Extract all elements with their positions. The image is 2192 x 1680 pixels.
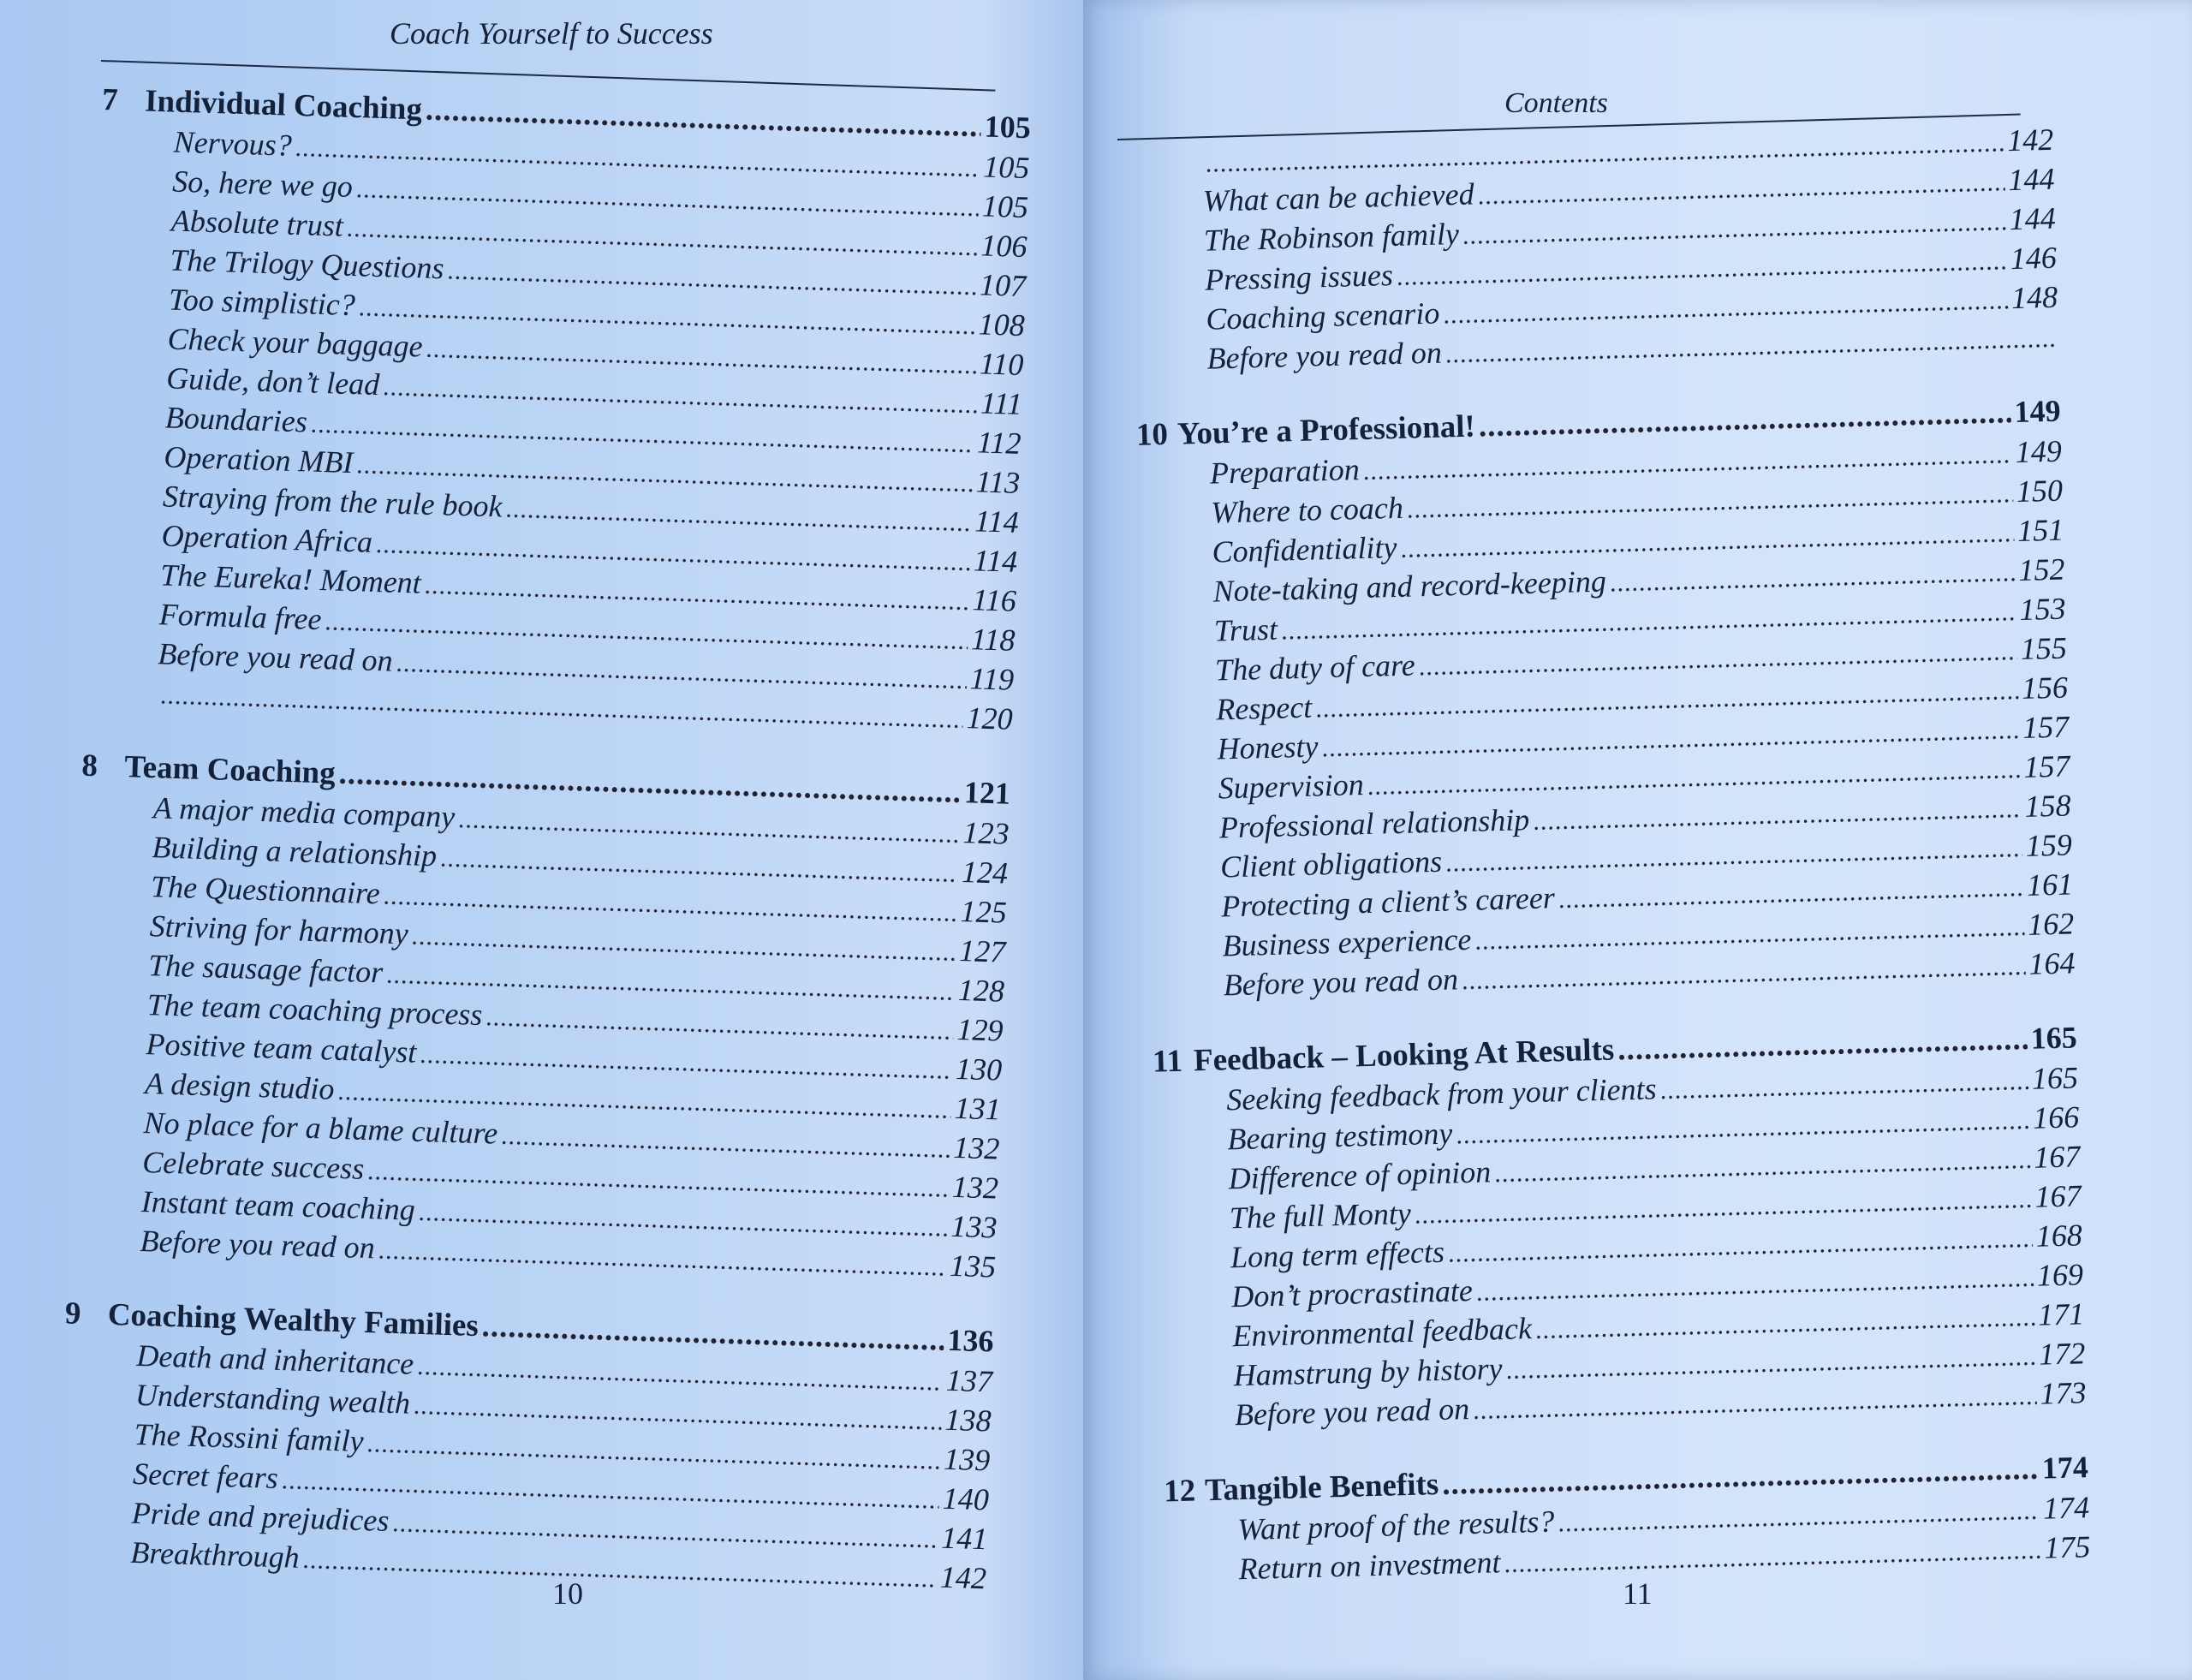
entry-page: 166 bbox=[2032, 1099, 2080, 1135]
entry-title: Positive team catalyst bbox=[145, 1027, 417, 1069]
chapter-section bbox=[1135, 390, 2076, 1007]
entry-title: Nervous? bbox=[173, 124, 293, 163]
entry-page: 173 bbox=[2040, 1375, 2088, 1411]
entry-page: 138 bbox=[944, 1402, 992, 1439]
entry-title: Seeking feedback from your clients bbox=[1225, 1071, 1658, 1117]
entry-title: Death and inheritance bbox=[135, 1337, 414, 1381]
entry-title: Pressing issues bbox=[1204, 257, 1394, 297]
entry-page: 167 bbox=[2034, 1178, 2082, 1214]
entry-title: Striving for harmony bbox=[149, 909, 409, 951]
chapter-number: 10 bbox=[1135, 416, 1169, 453]
entry-title: So, here we go bbox=[171, 164, 354, 204]
entry-title: Instant team coaching bbox=[140, 1183, 416, 1227]
entry-title: Check your baggage bbox=[167, 321, 424, 364]
entry-title: Guide, don’t lead bbox=[165, 360, 380, 402]
entry-title: The duty of care bbox=[1214, 647, 1416, 688]
entry-page: 130 bbox=[955, 1051, 1003, 1087]
entry-title: The Robinson family bbox=[1203, 216, 1460, 258]
entry-title: Before you read on bbox=[1223, 962, 1459, 1003]
entry-title: Client obligations bbox=[1219, 843, 1443, 885]
entry-title: Pride and prejudices bbox=[131, 1495, 390, 1538]
entry-title: Before you read on bbox=[1234, 1391, 1470, 1433]
entry-title: Long term effects bbox=[1230, 1234, 1445, 1275]
entry-page: 142 bbox=[2006, 122, 2054, 158]
entry-page: 125 bbox=[960, 894, 1008, 930]
entry-title: Protecting a client’s career bbox=[1220, 880, 1556, 924]
entry-page: 135 bbox=[949, 1248, 997, 1284]
entry-page: 139 bbox=[943, 1441, 991, 1478]
right-running-head: Contents bbox=[1504, 87, 1608, 119]
entry-title: Confidentiality bbox=[1211, 529, 1397, 569]
entry-page: 137 bbox=[945, 1362, 993, 1399]
entry-page: 144 bbox=[2009, 200, 2057, 237]
entry-page: 152 bbox=[2017, 551, 2065, 587]
entry-page: 128 bbox=[957, 973, 1005, 1009]
entry-title: Business experience bbox=[1222, 921, 1472, 963]
chapter-page: 105 bbox=[984, 109, 1032, 146]
entry-page: 108 bbox=[978, 307, 1026, 343]
entry-page: 175 bbox=[2043, 1529, 2091, 1565]
entry-page: 140 bbox=[942, 1480, 990, 1517]
entry-page: 107 bbox=[979, 267, 1027, 304]
entry-page: 149 bbox=[2015, 433, 2063, 470]
chapter-number: 12 bbox=[1163, 1473, 1196, 1510]
entry-title: The Trilogy Questions bbox=[169, 242, 445, 286]
entry-page: 105 bbox=[982, 149, 1030, 186]
entry-page: 165 bbox=[2031, 1060, 2079, 1096]
entry-title: The sausage factor bbox=[147, 948, 384, 990]
entry-title: The Rossini family bbox=[134, 1416, 365, 1459]
left-contents-list bbox=[57, 79, 1032, 1632]
chapter-title: Coaching Wealthy Families bbox=[107, 1296, 480, 1344]
entry-page: 148 bbox=[2010, 279, 2058, 316]
entry-page: 157 bbox=[2022, 709, 2070, 745]
entry-title: Respect bbox=[1215, 689, 1313, 727]
entry-page: 119 bbox=[969, 661, 1015, 697]
entry-page: 158 bbox=[2024, 788, 2072, 824]
entry-title: Boundaries bbox=[164, 400, 308, 439]
entry-page: 129 bbox=[956, 1011, 1004, 1048]
left-page-number: 10 bbox=[552, 1576, 583, 1611]
entry-page: 133 bbox=[950, 1208, 998, 1245]
left-running-head: Coach Yourself to Success bbox=[390, 16, 713, 51]
entry-title: Breakthrough bbox=[129, 1534, 301, 1575]
entry-page: 116 bbox=[971, 582, 1017, 618]
entry-title: Note-taking and record-keeping bbox=[1212, 563, 1607, 609]
entry-page: 146 bbox=[2010, 240, 2058, 277]
entry-title: Difference of opinion bbox=[1228, 1154, 1492, 1196]
entry-page: 150 bbox=[2016, 473, 2064, 509]
continued-section bbox=[1129, 120, 2059, 380]
entry-title: Return on investment bbox=[1238, 1545, 1501, 1587]
entry-title: Coaching scenario bbox=[1205, 295, 1440, 337]
entry-title: Operation Africa bbox=[161, 518, 373, 559]
entry-title: Operation MBI bbox=[163, 439, 354, 480]
entry-page: 171 bbox=[2037, 1296, 2085, 1332]
entry-page: 164 bbox=[2028, 945, 2076, 981]
entry-title: The Questionnaire bbox=[150, 869, 381, 911]
entry-title: Before you read on bbox=[139, 1223, 376, 1266]
entry-page: 131 bbox=[954, 1090, 1002, 1127]
entry-title: What can be achieved bbox=[1202, 176, 1475, 218]
entry-page: 144 bbox=[2007, 161, 2055, 198]
entry-title: Environmental feedback bbox=[1231, 1311, 1533, 1354]
entry-page: 167 bbox=[2033, 1139, 2081, 1175]
chapter-title: You’re a Professional! bbox=[1176, 408, 1476, 452]
entry-page: 118 bbox=[970, 622, 1016, 658]
entry-title: A major media company bbox=[152, 790, 456, 834]
entry-page: 113 bbox=[975, 464, 1021, 500]
entry-page: 153 bbox=[2019, 591, 2067, 627]
chapter-number: 7 bbox=[101, 81, 119, 118]
entry-page: 132 bbox=[951, 1169, 999, 1206]
entry-page: 123 bbox=[962, 815, 1010, 851]
entry-page: 162 bbox=[2027, 906, 2075, 942]
entry-title: Before you read on bbox=[1206, 335, 1443, 376]
entry-page: 161 bbox=[2026, 867, 2074, 903]
entry-title: Honesty bbox=[1217, 729, 1319, 766]
chapter-number: 8 bbox=[80, 748, 98, 784]
entry-title: Celebrate success bbox=[141, 1145, 365, 1186]
entry-title: Bearing testimony bbox=[1226, 1116, 1453, 1157]
entry-page: 159 bbox=[2025, 827, 2073, 863]
chapter-number: 11 bbox=[1152, 1043, 1183, 1080]
entry-page: 157 bbox=[2022, 748, 2070, 784]
chapter-section bbox=[83, 79, 1031, 739]
entry-title: A design studio bbox=[144, 1066, 336, 1106]
entry-title: Trust bbox=[1213, 611, 1278, 648]
entry-title: Hamstrung by history bbox=[1233, 1351, 1504, 1393]
chapter-page: 121 bbox=[963, 775, 1011, 811]
entry-title: Preparation bbox=[1209, 452, 1361, 491]
chapter-number: 9 bbox=[64, 1296, 82, 1331]
entry-title: Understanding wealth bbox=[134, 1377, 411, 1421]
entry-title: Before you read on bbox=[157, 636, 394, 678]
entry-page: 112 bbox=[976, 425, 1022, 461]
chapter-title: Tangible Benefits bbox=[1204, 1467, 1439, 1509]
entry-title: Building a relationship bbox=[152, 830, 438, 873]
chapter-section bbox=[1164, 1446, 2091, 1590]
chapter-section bbox=[57, 1292, 994, 1598]
entry-page: 120 bbox=[966, 700, 1014, 736]
chapter-page: 136 bbox=[946, 1322, 995, 1359]
chapter-title: Feedback – Looking At Results bbox=[1193, 1032, 1615, 1079]
chapter-page: 165 bbox=[2030, 1020, 2078, 1056]
entry-title: Absolute trust bbox=[170, 203, 344, 243]
entry-page: 141 bbox=[940, 1520, 989, 1557]
entry-title: Formula free bbox=[158, 597, 323, 637]
entry-page: 142 bbox=[939, 1559, 987, 1596]
entry-title: No place for a blame culture bbox=[143, 1105, 498, 1151]
entry-page: 151 bbox=[2016, 512, 2064, 548]
entry-page: 110 bbox=[979, 346, 1024, 382]
chapter-page: 174 bbox=[2041, 1450, 2089, 1486]
entry-title: Supervision bbox=[1218, 767, 1365, 806]
entry-page: 105 bbox=[981, 188, 1029, 225]
chapter-title: Team Coaching bbox=[123, 749, 337, 791]
entry-title: The team coaching process bbox=[146, 987, 484, 1033]
entry-page: 114 bbox=[973, 543, 1018, 579]
entry-page: 168 bbox=[2035, 1218, 2083, 1254]
entry-page: 155 bbox=[2020, 630, 2068, 666]
chapter-page: 149 bbox=[2014, 393, 2062, 430]
entry-page: 132 bbox=[952, 1129, 1000, 1166]
entry-page: 114 bbox=[974, 503, 1020, 539]
entry-page: 156 bbox=[2021, 670, 2069, 706]
entry-title: Professional relationship bbox=[1218, 802, 1530, 845]
entry-page: 169 bbox=[2036, 1257, 2084, 1293]
entry-title: The full Monty bbox=[1229, 1195, 1412, 1236]
entry-title: Too simplistic? bbox=[168, 282, 356, 323]
entry-title: Secret fears bbox=[132, 1456, 279, 1496]
chapter-section bbox=[1152, 1016, 2087, 1436]
right-contents-list bbox=[1129, 120, 2092, 1625]
entry-page: 124 bbox=[961, 855, 1009, 891]
chapter-title: Individual Coaching bbox=[144, 83, 423, 128]
entry-page: 127 bbox=[958, 933, 1006, 969]
entry-title: The Eureka! Moment bbox=[159, 557, 422, 600]
entry-title: Where to coach bbox=[1210, 490, 1404, 530]
entry-title: Straying from the rule book bbox=[162, 479, 503, 524]
entry-page: 172 bbox=[2038, 1336, 2086, 1372]
entry-title: Want proof of the results? bbox=[1236, 1504, 1555, 1547]
entry-page: 111 bbox=[980, 385, 1023, 421]
entry-page: 174 bbox=[2042, 1490, 2090, 1526]
entry-title: Don’t procrastinate bbox=[1230, 1272, 1474, 1314]
entry-page: 106 bbox=[980, 228, 1028, 265]
right-page-number: 11 bbox=[1623, 1576, 1653, 1611]
chapter-section bbox=[67, 745, 1011, 1287]
